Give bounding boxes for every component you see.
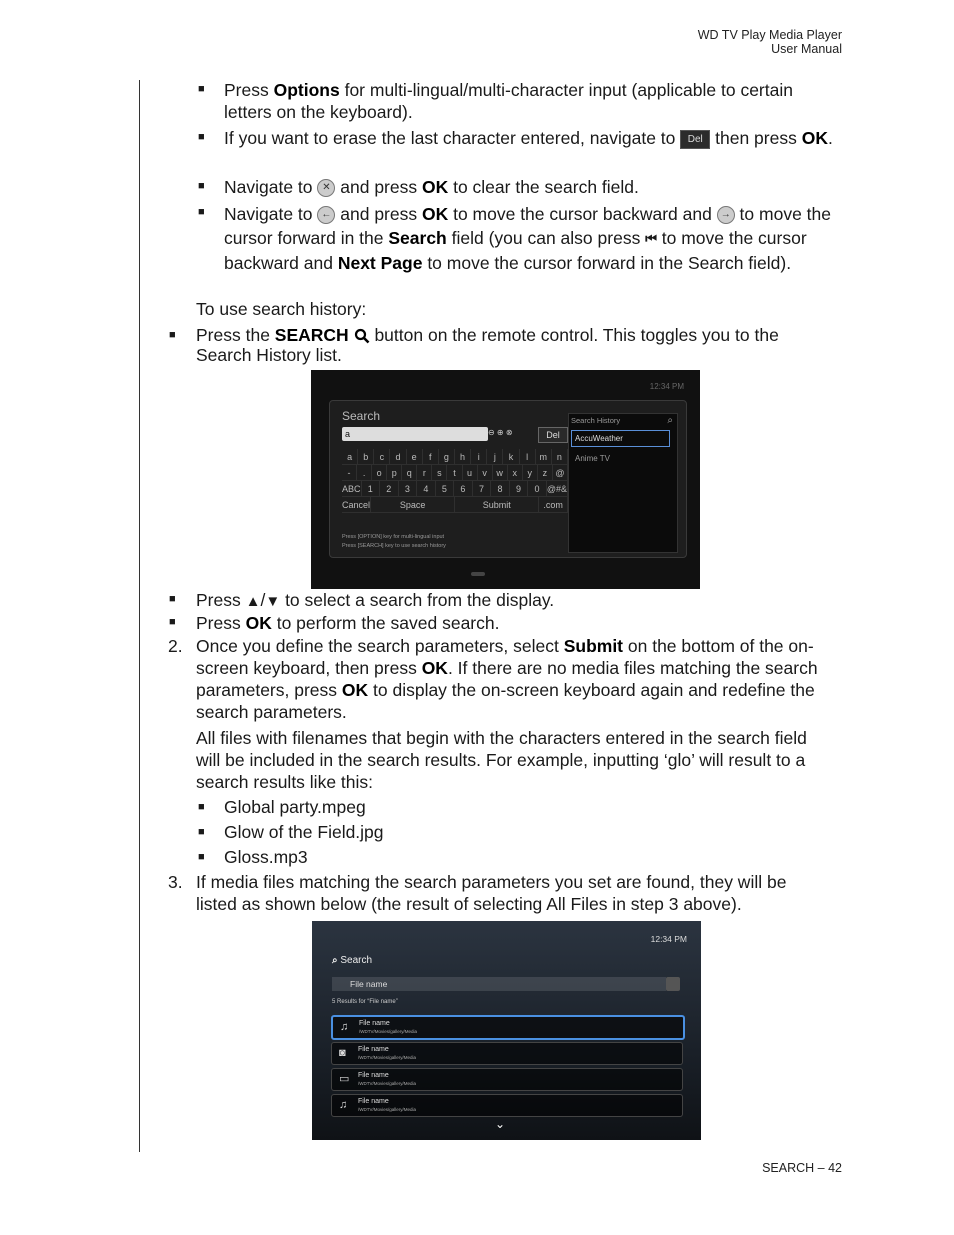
keyboard-key: b xyxy=(358,449,374,465)
bullet-marker: ■ xyxy=(198,131,205,143)
clock: 12:34 PM xyxy=(650,934,687,944)
keyboard-key: Cancel xyxy=(342,497,371,513)
bullet-marker: ■ xyxy=(198,206,205,218)
keyboard-key: n xyxy=(552,449,568,465)
step-2-text: Once you define the search parameters, select Submit on the bottom of the on-screen keyboard, then press OK. If there are no media files matching the search parameters, press OK to display the on-screen keyboard again and redefine the search parameters. xyxy=(196,636,818,722)
keyboard-key: @#& xyxy=(547,481,568,497)
bullet-marker: ■ xyxy=(198,83,205,95)
keyboard-key: s xyxy=(432,465,447,481)
keyboard-key: 7 xyxy=(473,481,492,497)
keyboard-row xyxy=(342,449,568,465)
search-icon: ⌕ xyxy=(332,955,338,966)
bullet-erase: If you want to erase the last character entered, navigate to Del then press OK. xyxy=(224,128,833,148)
keyboard-key: r xyxy=(417,465,432,481)
history-title: Search History xyxy=(571,416,621,425)
keyboard-key: a xyxy=(342,449,358,465)
chevron-down-icon: ⌄ xyxy=(495,1117,506,1131)
keyboard-key: z xyxy=(538,465,553,481)
keyboard-key: 0 xyxy=(528,481,547,497)
keyboard-key: q xyxy=(402,465,417,481)
history-item-selected: AccuWeather xyxy=(571,430,670,447)
keyboard-key: v xyxy=(478,465,493,481)
keyboard-key: 4 xyxy=(417,481,436,497)
bullet-marker: ■ xyxy=(169,593,176,605)
video-icon: ▭ xyxy=(339,1073,350,1085)
bullet-marker: ■ xyxy=(198,801,205,813)
bullet-marker: ■ xyxy=(169,616,176,628)
footer-section: SEARCH xyxy=(762,1161,815,1175)
search-results-screenshot xyxy=(312,921,701,1140)
arrow-left-icon: ← xyxy=(317,206,335,224)
keyboard-key: f xyxy=(423,449,439,465)
keyboard-row xyxy=(342,497,568,513)
up-arrow-icon: ▲ xyxy=(245,593,261,610)
example-file: Gloss.mp3 xyxy=(224,847,308,867)
keyboard-key: p xyxy=(387,465,402,481)
music-icon: ♫ xyxy=(339,1099,348,1111)
bullet-marker: ■ xyxy=(169,329,176,341)
keyboard-key: 1 xyxy=(362,481,381,497)
keyboard-key: Space xyxy=(371,497,455,513)
bullet-cursor: Navigate to ← and press OK to move the cursor backward and → to move the cursor forward in the Search field (you can also press ⏮ to move the cursor backward and Next Page to move the cursor forward in the Search field). xyxy=(224,204,831,274)
field-buttons: ⊖ ⊕ ⊗ xyxy=(488,428,513,437)
keyboard-key: 3 xyxy=(399,481,418,497)
keyboard-row xyxy=(342,465,568,481)
step-3-number: 3. xyxy=(168,872,183,892)
clear-icon: ✕ xyxy=(317,179,335,197)
result-row: ◙ File name /WDTV/Movies/gallery/Media xyxy=(331,1042,683,1065)
search-icon xyxy=(354,328,370,344)
keyboard-key: i xyxy=(471,449,487,465)
keyboard-key: ABC xyxy=(342,481,362,497)
keyboard-key: 8 xyxy=(491,481,510,497)
keyboard-key: . xyxy=(357,465,372,481)
keyboard-key: Submit xyxy=(455,497,539,513)
scroll-indicator xyxy=(471,572,485,576)
previous-icon: ⏮ xyxy=(645,231,657,247)
del-key-icon: Del xyxy=(680,130,710,149)
bullet-marker: ■ xyxy=(198,180,205,192)
keyboard-key: y xyxy=(523,465,538,481)
result-row: ♫ File name /WDTV/Movies/gallery/Media xyxy=(331,1015,685,1040)
bullet-options: Press Options for multi-lingual/multi-character input (applicable to certain letters on the keyboard). xyxy=(224,80,793,122)
bullet-marker: ■ xyxy=(198,826,205,838)
keyboard-key: w xyxy=(493,465,508,481)
keyboard-key: .com xyxy=(539,497,568,513)
clock: 12:34 PM xyxy=(649,382,684,391)
bullet-ok: Press OK to perform the saved search. xyxy=(196,613,500,633)
keyboard-key: u xyxy=(463,465,478,481)
header-subtitle: User Manual xyxy=(771,42,842,56)
search-icon: ⌕ xyxy=(667,415,673,426)
result-count: 5 Results for “File name” xyxy=(332,999,398,1005)
keyboard-key: m xyxy=(536,449,552,465)
keyboard-key: k xyxy=(503,449,519,465)
camera-icon: ◙ xyxy=(339,1047,346,1059)
step-3-text: If media files matching the search parameters you set are found, they will be listed as shown below (the result of selecting All Files in step 3 above). xyxy=(196,872,787,914)
search-panel xyxy=(329,400,687,558)
keyboard-key: j xyxy=(487,449,503,465)
step-2-number: 2. xyxy=(168,636,183,656)
screen-title: ⌕ Search xyxy=(332,955,373,966)
arrow-right-icon: → xyxy=(717,206,735,224)
down-arrow-icon: ▼ xyxy=(265,593,281,610)
keyboard-key: 5 xyxy=(436,481,455,497)
example-file: Global party.mpeg xyxy=(224,797,366,817)
bullet-search-button: Press the SEARCH button on the remote control. This toggles you to the Search History list. xyxy=(196,325,779,365)
keyboard-key: 2 xyxy=(380,481,399,497)
keyboard-key: l xyxy=(520,449,536,465)
bullet-clear: Navigate to ✕ and press OK to clear the search field. xyxy=(224,177,639,197)
keyboard-key: t xyxy=(447,465,462,481)
keyboard-key: g xyxy=(439,449,455,465)
keyboard-key: c xyxy=(374,449,390,465)
search-history-screenshot xyxy=(311,370,700,589)
keyboard-key: 9 xyxy=(510,481,529,497)
keyboard-key: d xyxy=(390,449,406,465)
on-screen-keyboard xyxy=(342,449,568,513)
keyboard-key: 6 xyxy=(454,481,473,497)
header-title: WD TV Play Media Player xyxy=(697,28,842,42)
search-history-intro: To use search history: xyxy=(196,299,367,319)
keyboard-button-icon xyxy=(666,977,680,991)
bullet-select: Press ▲/▼ to select a search from the display. xyxy=(196,590,555,610)
bullet-marker: ■ xyxy=(198,851,205,863)
search-field: File name xyxy=(332,977,666,991)
margin-rule xyxy=(139,80,140,1152)
keyboard-key: - xyxy=(342,465,357,481)
example-file: Glow of the Field.jpg xyxy=(224,822,384,842)
page-footer xyxy=(762,1161,842,1175)
keyboard-key: h xyxy=(455,449,471,465)
keyboard-hints: Press [OPTION] key for multi-lingual input Press [SEARCH] key to use search history xyxy=(342,534,446,549)
result-row: ♫ File name /WDTV/Movies/gallery/Media xyxy=(331,1094,683,1117)
search-history-list xyxy=(568,413,678,553)
result-row: ▭ File name /WDTV/Movies/gallery/Media xyxy=(331,1068,683,1091)
keyboard-key: @ xyxy=(553,465,568,481)
history-item: Anime TV xyxy=(575,454,610,463)
keyboard-key: e xyxy=(407,449,423,465)
del-key: Del xyxy=(538,427,568,443)
search-field: a xyxy=(342,427,488,441)
keyboard-row xyxy=(342,481,568,497)
step-2-paragraph: All files with filenames that begin with the characters entered in the search field will be included in the search results. For example, inputting ‘glo’ will result to a search results like this: xyxy=(196,728,807,792)
music-icon: ♫ xyxy=(340,1021,349,1033)
keyboard-key: x xyxy=(508,465,523,481)
panel-title: Search xyxy=(342,409,381,423)
keyboard-key: o xyxy=(372,465,387,481)
page-header xyxy=(698,28,842,56)
page-number: – 42 xyxy=(817,1161,842,1175)
